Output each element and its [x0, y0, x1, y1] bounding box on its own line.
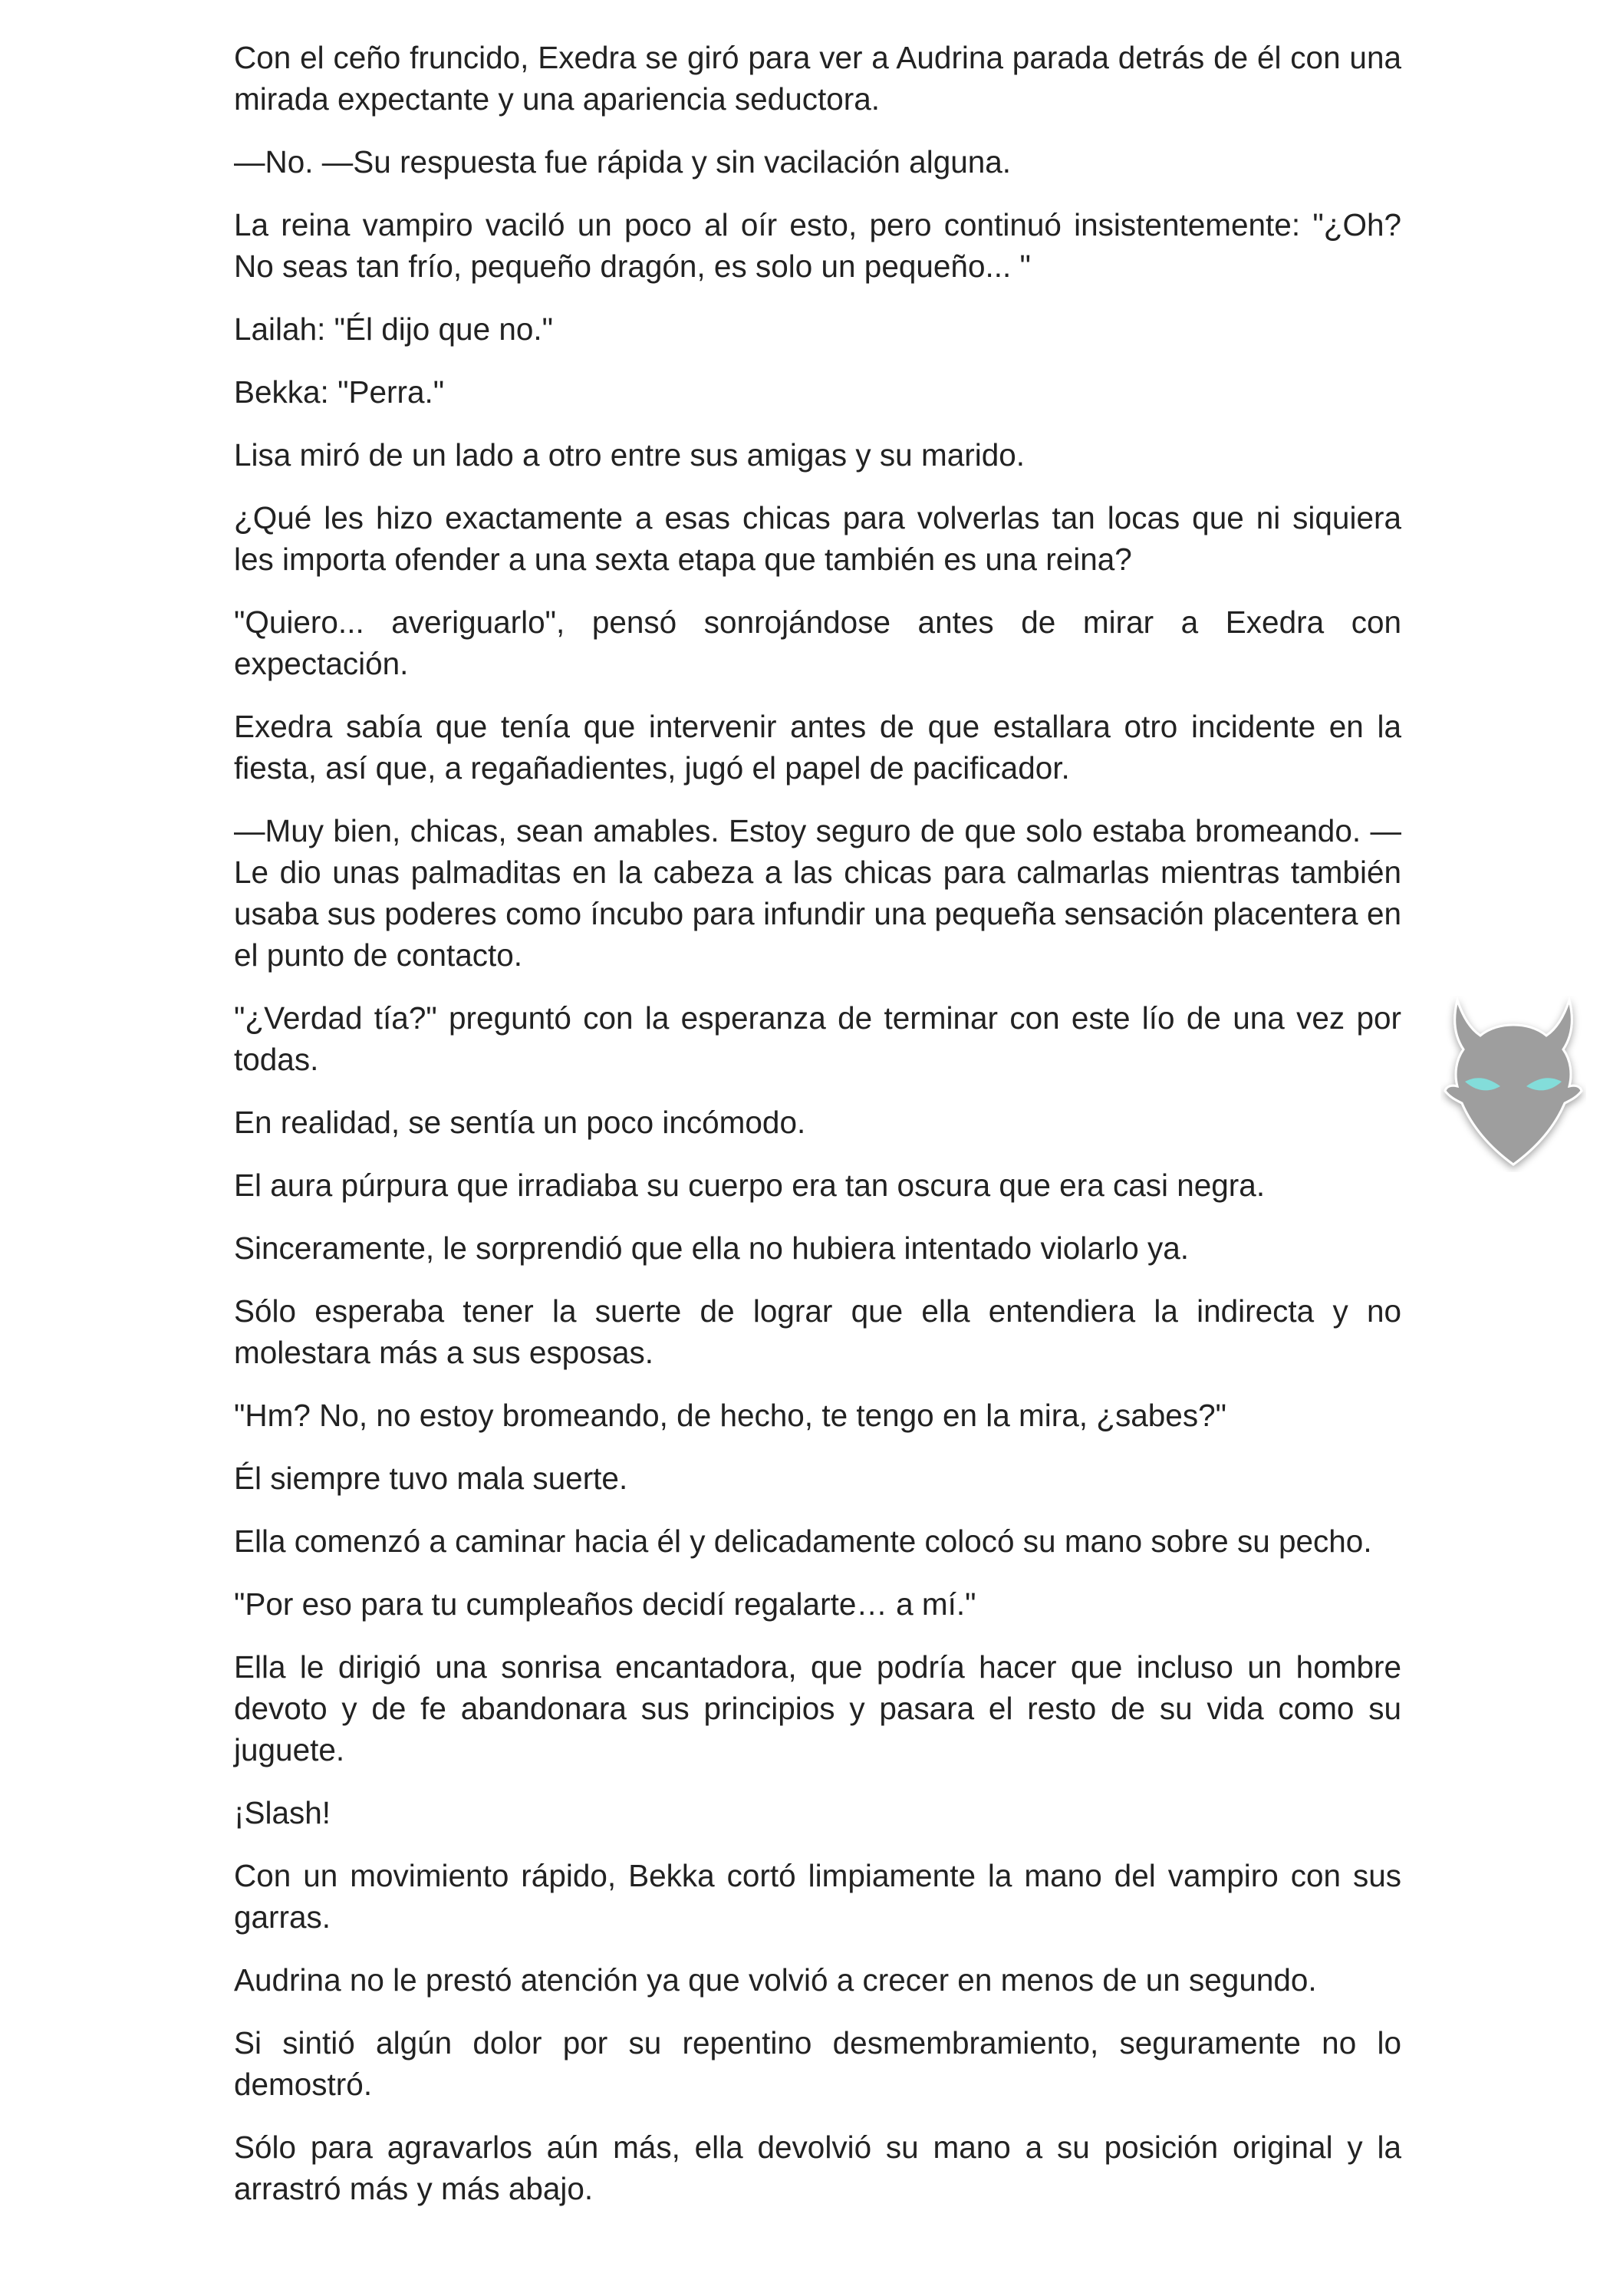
paragraph: Exedra sabía que tenía que intervenir antes de que estallara otro incidente en la fiesta, así que, a regañadientes, jugó el papel de pacificador.	[234, 709, 1401, 786]
paragraph: En realidad, se sentía un poco incómodo.	[234, 1105, 806, 1140]
paragraph: El aura púrpura que irradiaba su cuerpo era tan oscura que era casi negra.	[234, 1168, 1266, 1203]
paragraph: ¿Qué les hizo exactamente a esas chicas para volverlas tan locas que ni siquiera les importa ofender a una sexta etapa que también es una reina?	[234, 500, 1401, 577]
paragraph: "Por eso para tu cumpleaños decidí regalarte… a mí."	[234, 1586, 976, 1622]
paragraph: Sólo esperaba tener la suerte de lograr que ella entendiera la indirecta y no molestara más a sus esposas.	[234, 1293, 1401, 1370]
paragraph: Sólo para agravarlos aún más, ella devolvió su mano a su posición original y la arrastró más y más abajo.	[234, 2130, 1401, 2206]
paragraph: Ella comenzó a caminar hacia él y delicadamente colocó su mano sobre su pecho.	[234, 1524, 1372, 1559]
paragraph: Lisa miró de un lado a otro entre sus amigas y su marido.	[234, 437, 1025, 473]
paragraph: "Quiero... averiguarlo", pensó sonrojándose antes de mirar a Exedra con expectación.	[234, 604, 1401, 681]
paragraph: ¡Slash!	[234, 1795, 331, 1830]
document-page	[234, 37, 1401, 2231]
paragraph: Él siempre tuvo mala suerte.	[234, 1461, 628, 1496]
paragraph: —Muy bien, chicas, sean amables. Estoy seguro de que solo estaba bromeando. —Le dio unas palmaditas en la cabeza a las chicas para calmarlas mientras también usaba sus poderes como íncubo para infundir una pequeña sensación placentera en el punto de contacto.	[234, 813, 1401, 973]
paragraph: Si sintió algún dolor por su repentino desmembramiento, seguramente no lo demostró.	[234, 2025, 1401, 2102]
paragraph: "Hm? No, no estoy bromeando, de hecho, te tengo en la mira, ¿sabes?"	[234, 1398, 1226, 1433]
demon-head-icon	[1440, 996, 1586, 1172]
paragraph: Bekka: "Perra."	[234, 374, 445, 410]
paragraph: Con el ceño fruncido, Exedra se giró para ver a Audrina parada detrás de él con una mirada expectante y una apariencia seductora.	[234, 40, 1401, 117]
paragraph: —No. —Su respuesta fue rápida y sin vacilación alguna.	[234, 144, 1012, 180]
paragraph: "¿Verdad tía?" preguntó con la esperanza de terminar con este lío de una vez por todas.	[234, 1000, 1401, 1077]
paragraph: Sinceramente, le sorprendió que ella no hubiera intentado violarlo ya.	[234, 1230, 1190, 1266]
paragraph: Con un movimiento rápido, Bekka cortó limpiamente la mano del vampiro con sus garras.	[234, 1858, 1401, 1935]
paragraph: Audrina no le prestó atención ya que volvió a crecer en menos de un segundo.	[234, 1962, 1317, 1998]
paragraph: Ella le dirigió una sonrisa encantadora, que podría hacer que incluso un hombre devoto y de fe abandonara sus principios y pasara el resto de su vida como su juguete.	[234, 1649, 1401, 1767]
paragraph: Lailah: "Él dijo que no."	[234, 311, 554, 347]
paragraph: La reina vampiro vaciló un poco al oír esto, pero continuó insistentemente: "¿Oh? No seas tan frío, pequeño dragón, es solo un pequeño... "	[234, 207, 1401, 284]
